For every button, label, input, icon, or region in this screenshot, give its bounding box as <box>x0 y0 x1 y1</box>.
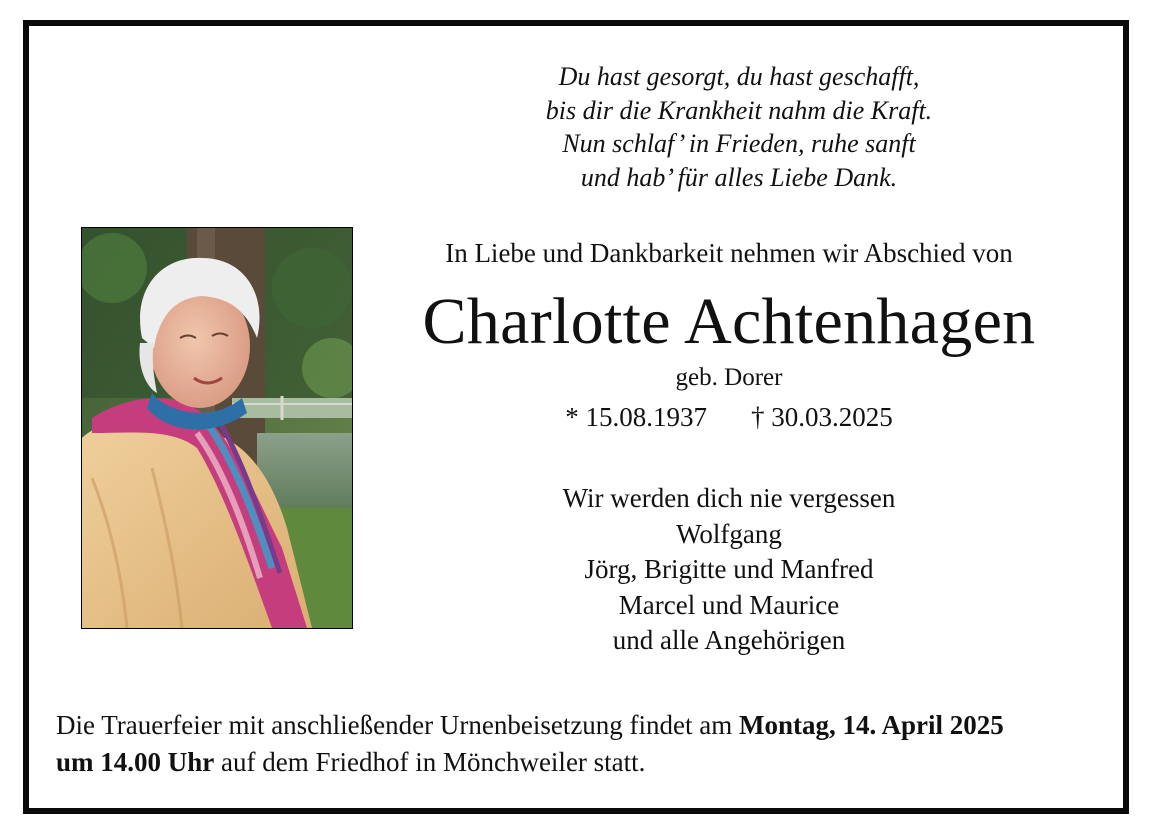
mourner-line: Marcel und Maurice <box>618 589 840 620</box>
funeral-text-start: Die Trauerfeier mit anschließender Urnenbeisetzung findet am <box>56 710 740 740</box>
funeral-time: um 14.00 Uhr <box>56 747 215 777</box>
mourner-line: Wir werden dich nie vergessen <box>562 483 896 513</box>
life-dates <box>359 402 1099 433</box>
mourner-line: Wolfgang <box>676 518 782 549</box>
mourners-list <box>359 481 1099 659</box>
farewell-intro: In Liebe und Dankbarkeit nehmen wir Abschied von <box>445 238 1013 268</box>
deceased-name: Charlotte Achtenhagen <box>422 285 1036 358</box>
death-date: † 30.03.2025 <box>751 402 893 432</box>
portrait-photo <box>81 227 353 629</box>
poem-line: und hab’ für alles Liebe Dank. <box>580 162 898 192</box>
poem-line: Nun schlaf’ in Frieden, ruhe sanft <box>562 129 916 158</box>
obituary-frame <box>23 20 1129 814</box>
maiden-name: geb. Dorer <box>675 364 783 391</box>
memorial-poem <box>429 60 1049 194</box>
birth-date: * 15.08.1937 <box>565 402 707 432</box>
poem-line: bis dir die Krankheit nahm die Kraft. <box>545 95 933 125</box>
funeral-date: Montag, 14. April 2025 <box>739 710 1004 740</box>
mourner-line: und alle Angehörigen <box>612 625 846 655</box>
funeral-notice <box>56 707 1101 781</box>
poem-line: Du hast gesorgt, du hast geschafft, <box>558 62 920 91</box>
mourner-line: Jörg, Brigitte und Manfred <box>584 554 874 584</box>
funeral-text-end: auf dem Friedhof in Mönchweiler statt. <box>214 747 646 777</box>
